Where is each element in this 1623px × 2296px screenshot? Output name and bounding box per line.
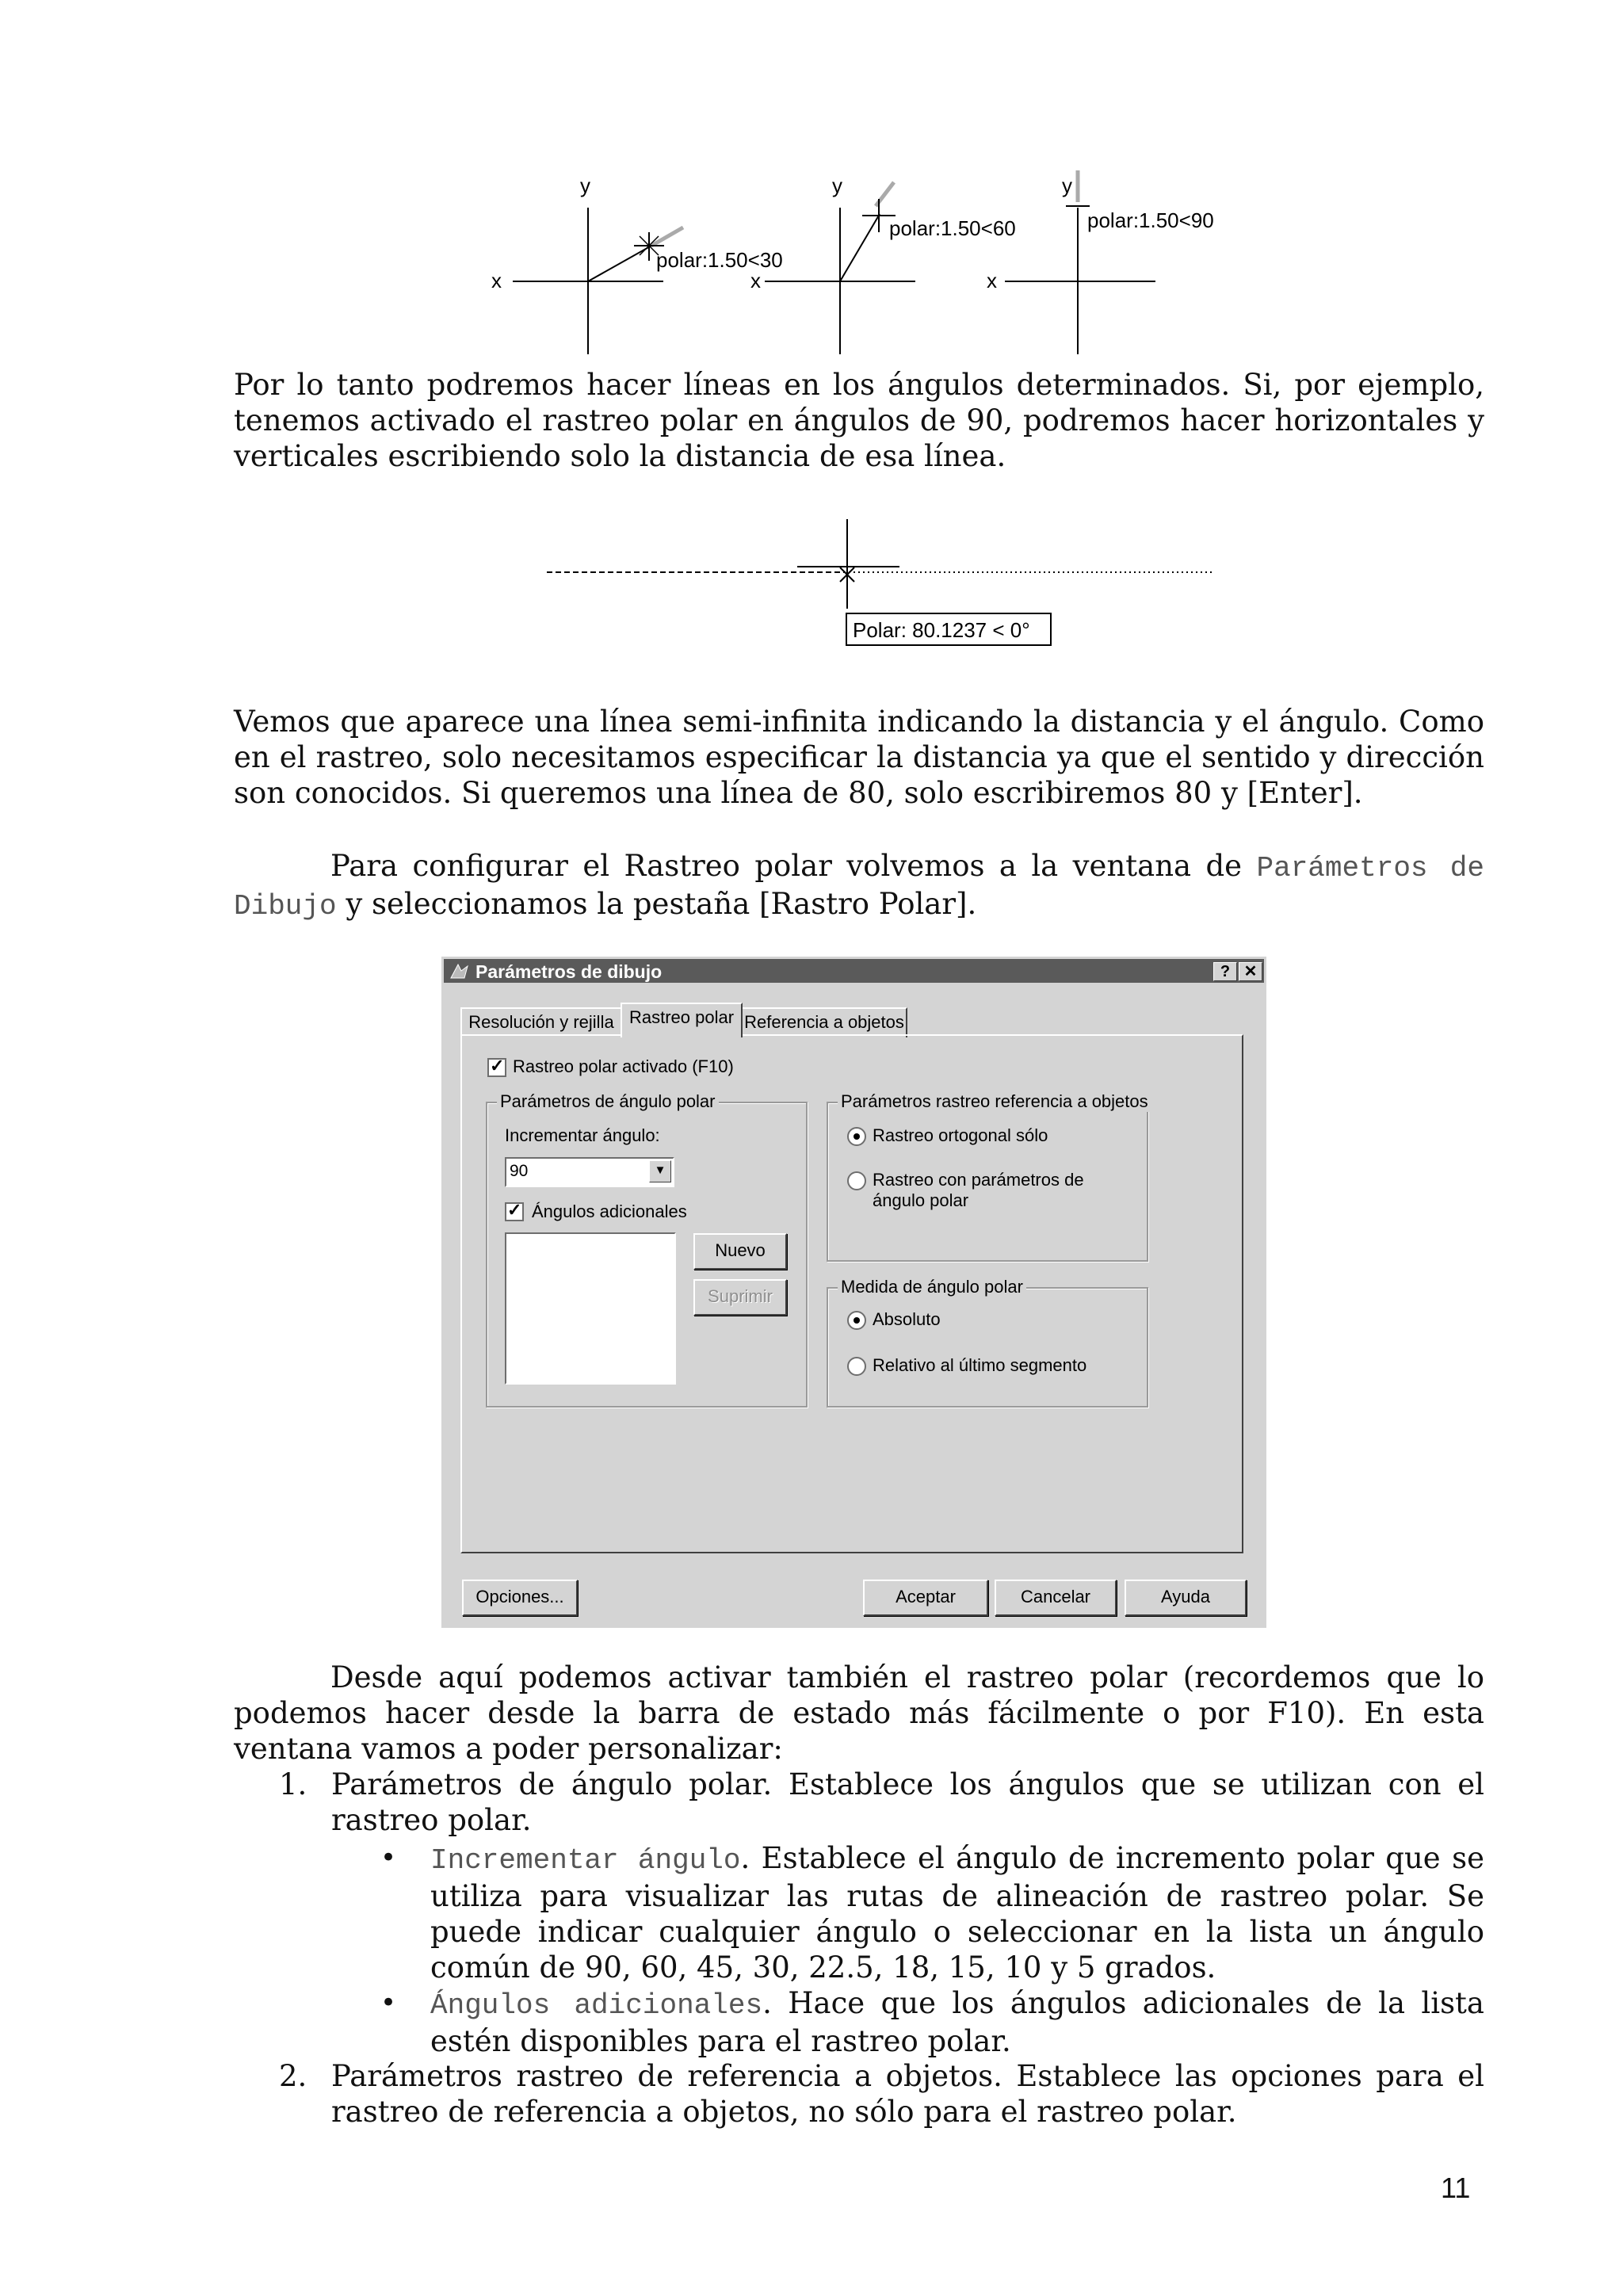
polar-on-label: Rastreo polar activado (F10) — [513, 1056, 734, 1076]
additional-angles-code: Ángulos adicionales — [430, 1989, 763, 2022]
group-legend: Medida de ángulo polar — [838, 1277, 1026, 1297]
group-legend: Parámetros de ángulo polar — [497, 1091, 719, 1112]
additional-angles-list[interactable] — [505, 1232, 676, 1385]
close-icon[interactable]: ✕ — [1239, 962, 1262, 981]
drawing-settings-dialog — [441, 957, 1266, 1628]
dialog-name-code: Parámetros de Dibujo — [234, 852, 1484, 923]
additional-angles-checkbox[interactable]: ✓ — [505, 1202, 524, 1221]
tab-panel — [460, 1034, 1243, 1553]
bullet-item-additional-angles — [430, 1985, 1484, 2059]
increment-angle-value: 90 — [510, 1162, 529, 1180]
list-number-1: 1. — [279, 1767, 307, 1801]
object-snap-tracking-group — [827, 1091, 1148, 1262]
polar-figure-30 — [491, 174, 783, 354]
list-item-1: Parámetros de ángulo polar. Establece los ángulos que se utilizan con el rastreo polar. — [331, 1767, 1484, 1837]
polar-angle-figures — [475, 170, 1252, 361]
delete-angle-button[interactable]: Suprimir — [693, 1279, 787, 1316]
additional-angles-label: Ángulos adicionales — [532, 1201, 687, 1221]
paragraph-1: Por lo tanto podremos hacer líneas en los ángulos determinados. Si, por ejemplo, tenemos activado el rastreo polar en ángulos de 90, podremos hacer horizontales y verticales escribiendo solo la distancia de esa línea. — [234, 368, 1484, 473]
bullet-text: . Establece el ángulo de incremento polar que se utiliza para visualizar las rutas de alineación de rastreo polar. Se puede indicar cualquier ángulo o seleccionar en la lista un ángulo común de 90, 60, 45, 30, 22.5, 18, 15, 10 y 5 grados. — [430, 1841, 1484, 1985]
polar-figure-60 — [750, 174, 1016, 354]
help-button[interactable]: Ayuda — [1125, 1580, 1247, 1616]
bullet-item-increment-angle — [430, 1840, 1484, 1985]
dialog-title: Parámetros de dibujo — [475, 961, 663, 982]
polar-readout: polar:1.50<90 — [1087, 208, 1214, 232]
axis-y-label: y — [580, 174, 590, 197]
group-legend: Parámetros rastreo referencia a objetos — [838, 1091, 1151, 1112]
paragraph-3 — [234, 848, 1484, 924]
axis-x-label: x — [987, 269, 997, 292]
options-button[interactable]: Opciones... — [462, 1580, 578, 1616]
polar-tracking-tooltip-figure — [539, 515, 1220, 658]
relative-last-segment-label: Relativo al último segmento — [873, 1355, 1087, 1375]
orthogonal-only-radio[interactable] — [847, 1127, 866, 1146]
dialog-titlebar — [444, 959, 1264, 983]
polar-angle-settings-label-line1: Rastreo con parámetros de — [873, 1170, 1084, 1190]
paragraph-3-pre: Para configurar el Rastreo polar volvemos a la ventana de — [330, 849, 1257, 883]
polar-readout: polar:1.50<30 — [656, 248, 783, 272]
absolute-label: Absoluto — [873, 1309, 941, 1329]
polar-readout: polar:1.50<60 — [889, 216, 1016, 240]
bullet-text: . Hace que los ángulos adicionales de la lista estén disponibles para el rastreo polar. — [430, 1986, 1484, 2058]
cancel-button[interactable]: Cancelar — [995, 1580, 1117, 1616]
tab-object-snap[interactable]: Referencia a objetos — [741, 1007, 907, 1037]
page-number: 11 — [1441, 2172, 1471, 2204]
list-item-2: Parámetros rastreo de referencia a objetos. Establece las opciones para el rastreo de referencia a objetos, no sólo para el rastreo polar. — [331, 2059, 1484, 2129]
list-number-2: 2. — [279, 2059, 307, 2093]
polar-angle-measure-group — [827, 1277, 1148, 1408]
paragraph-3-post: y seleccionamos la pestaña [Rastro Polar]. — [336, 887, 977, 921]
bullet-icon: • — [380, 1842, 397, 1874]
polar-on-checkbox[interactable]: ✓ — [487, 1058, 506, 1077]
increment-angle-code: Incrementar ángulo — [430, 1844, 741, 1877]
paragraph-4: Desde aquí podemos activar también el rastreo polar (recordemos que lo podemos hacer desde la barra de estado más fácilmente o por F10). En esta ventana vamos a poder personalizar: — [234, 1660, 1484, 1766]
paragraph-2: Vemos que aparece una línea semi-infinita indicando la distancia y el ángulo. Como en el rastreo, solo necesitamos especificar la distancia ya que el sentido y dirección son conocidos. Si queremos una línea de 80, solo escribiremos 80 y [Enter]. — [234, 705, 1484, 810]
tab-resolution-grid[interactable]: Resolución y rejilla — [460, 1007, 622, 1037]
orthogonal-only-label: Rastreo ortogonal sólo — [873, 1125, 1048, 1145]
ok-button[interactable]: Aceptar — [863, 1580, 988, 1616]
relative-last-segment-radio[interactable] — [847, 1357, 866, 1376]
increment-angle-dropdown[interactable] — [505, 1157, 674, 1187]
polar-tooltip-text: Polar: 80.1237 < 0° — [853, 618, 1030, 642]
axis-y-label: y — [832, 174, 842, 197]
bullet-icon: • — [380, 1987, 397, 2019]
new-angle-button[interactable]: Nuevo — [693, 1233, 787, 1270]
polar-angle-settings-group — [486, 1091, 808, 1408]
help-icon[interactable]: ? — [1213, 962, 1237, 981]
chevron-down-icon[interactable]: ▼ — [649, 1160, 671, 1182]
app-icon — [449, 961, 471, 980]
absolute-radio[interactable] — [847, 1311, 866, 1330]
polar-figure-90 — [987, 170, 1214, 354]
axis-x-label: x — [491, 269, 502, 292]
axis-x-label: x — [750, 269, 761, 292]
axis-y-label: y — [1062, 174, 1072, 197]
polar-angle-settings-label-line2: ángulo polar — [873, 1190, 969, 1210]
increment-angle-label: Incrementar ángulo: — [505, 1125, 660, 1145]
tab-polar-tracking[interactable]: Rastreo polar — [621, 1003, 743, 1037]
polar-angle-settings-radio[interactable] — [847, 1171, 866, 1190]
